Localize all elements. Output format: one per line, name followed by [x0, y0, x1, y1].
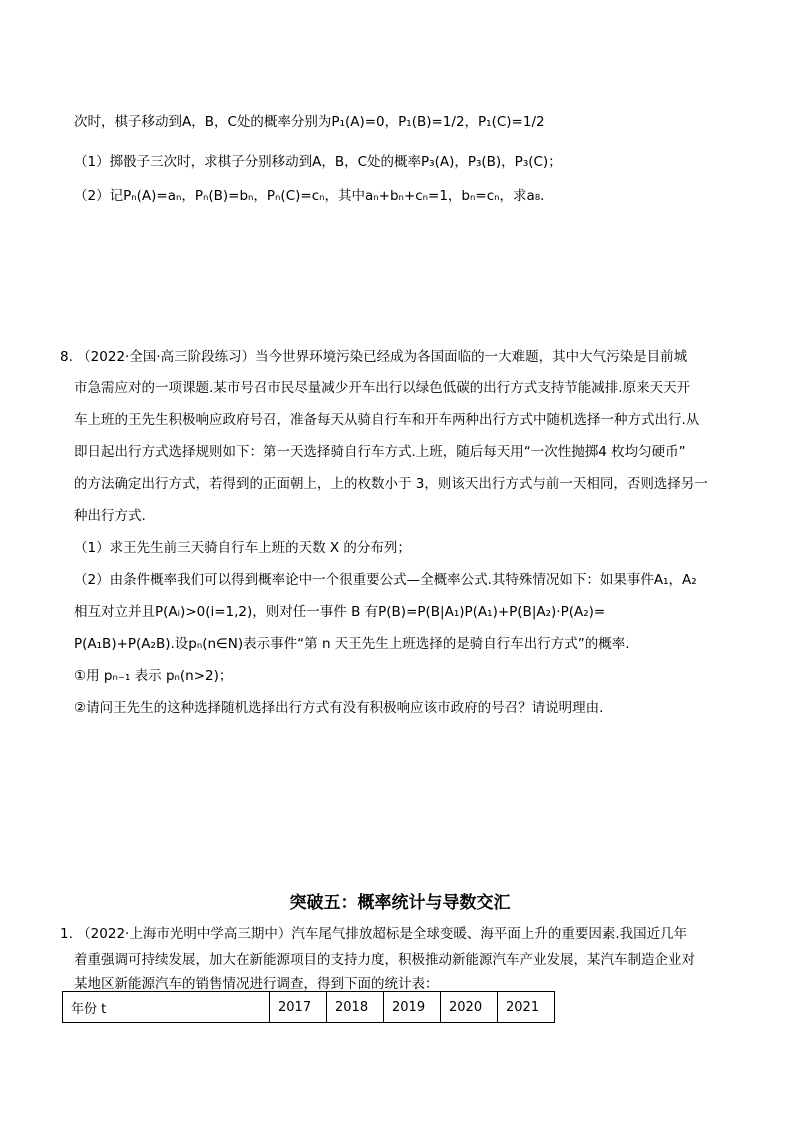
q7-intro-line: 次时，棋子移动到A，B，C处的概率分别为P₁(A)=0，P₁(B)=1/2，P₁(C)=1/2 — [74, 114, 545, 130]
q8-line: 相互对立并且P(Aᵢ)>0(i=1,2)，则对任一事件 B 有P(B)=P(B|A₁)P(A₁)+P(B|A₂)·P(A₂)= — [74, 604, 606, 620]
q8-part-1: （1）求王先生前三天骑自行车上班的天数 X 的分布列； — [74, 540, 411, 556]
q8-subpart-1: ①用 pₙ₋₁ 表示 pₙ(n>2)； — [74, 668, 233, 684]
q7-part-2: （2）记Pₙ(A)=aₙ，Pₙ(B)=bₙ，Pₙ(C)=cₙ，其中aₙ+bₙ+cₙ=1，bₙ=cₙ，求a₈. — [74, 188, 545, 204]
q8-part-2: （2）由条件概率我们可以得到概率论中一个很重要公式—全概率公式.其特殊情况如下：如果事件A₁，A₂ — [74, 572, 697, 588]
q8-subpart-2: ②请问王先生的这种选择随机选择出行方式有没有积极响应该市政府的号召？请说明理由. — [74, 700, 604, 716]
table-cell: 2017 — [270, 992, 327, 1023]
table-cell: 2018 — [327, 992, 384, 1023]
q8-line: 8. （2022·全国·高三阶段练习）当今世界环境污染已经成为各国面临的一大难题，其中大气污染是目前城 — [60, 349, 688, 365]
q8-line: 市急需应对的一项课题.某市号召市民尽量减少开车出行以绿色低碳的出行方式支持节能减排.原来天天开 — [74, 380, 691, 396]
q8-line: 的方法确定出行方式，若得到的正面朝上，上的枚数小于 3，则该天出行方式与前一天相同，否则选择另一 — [74, 476, 708, 492]
q8-line: 即日起出行方式选择规则如下：第一天选择骑自行车方式.上班，随后每天用“一次性抛掷4 枚均匀硬币” — [74, 444, 686, 460]
table-cell: 2019 — [384, 992, 441, 1023]
q1-line: 某地区新能源汽车的销售情况进行调查，得到下面的统计表： — [74, 976, 439, 992]
q1-line: 着重强调可持续发展，加大在新能源项目的支持力度，积极推动新能源汽车产业发展，某汽车制造企业对 — [74, 952, 695, 968]
q7-part-1: （1）掷骰子三次时，求棋子分别移动到A，B，C处的概率P₃(A)，P₃(B)，P₃(C)； — [74, 154, 562, 170]
q8-line: P(A₁B)+P(A₂B).设pₙ(n∈N)表示事件“第 n 天王先生上班选择的是骑自行车出行方式”的概率. — [74, 636, 630, 652]
table-cell: 2020 — [441, 992, 498, 1023]
statistics-table — [62, 991, 555, 1023]
table-row — [63, 992, 555, 1023]
q8-line: 车上班的王先生积极响应政府号召，准备每天从骑自行车和开车两种出行方式中随机选择一种方式出行.从 — [74, 412, 700, 428]
section-title: 突破五：概率统计与导数交汇 — [289, 893, 511, 913]
q1-line: 1. （2022·上海市光明中学高三期中）汽车尾气排放超标是全球变暖、海平面上升的重要因素.我国近几年 — [60, 926, 688, 942]
q8-line: 种出行方式. — [74, 508, 146, 524]
table-cell: 2021 — [498, 992, 555, 1023]
table-header-cell: 年份 t — [63, 992, 270, 1023]
